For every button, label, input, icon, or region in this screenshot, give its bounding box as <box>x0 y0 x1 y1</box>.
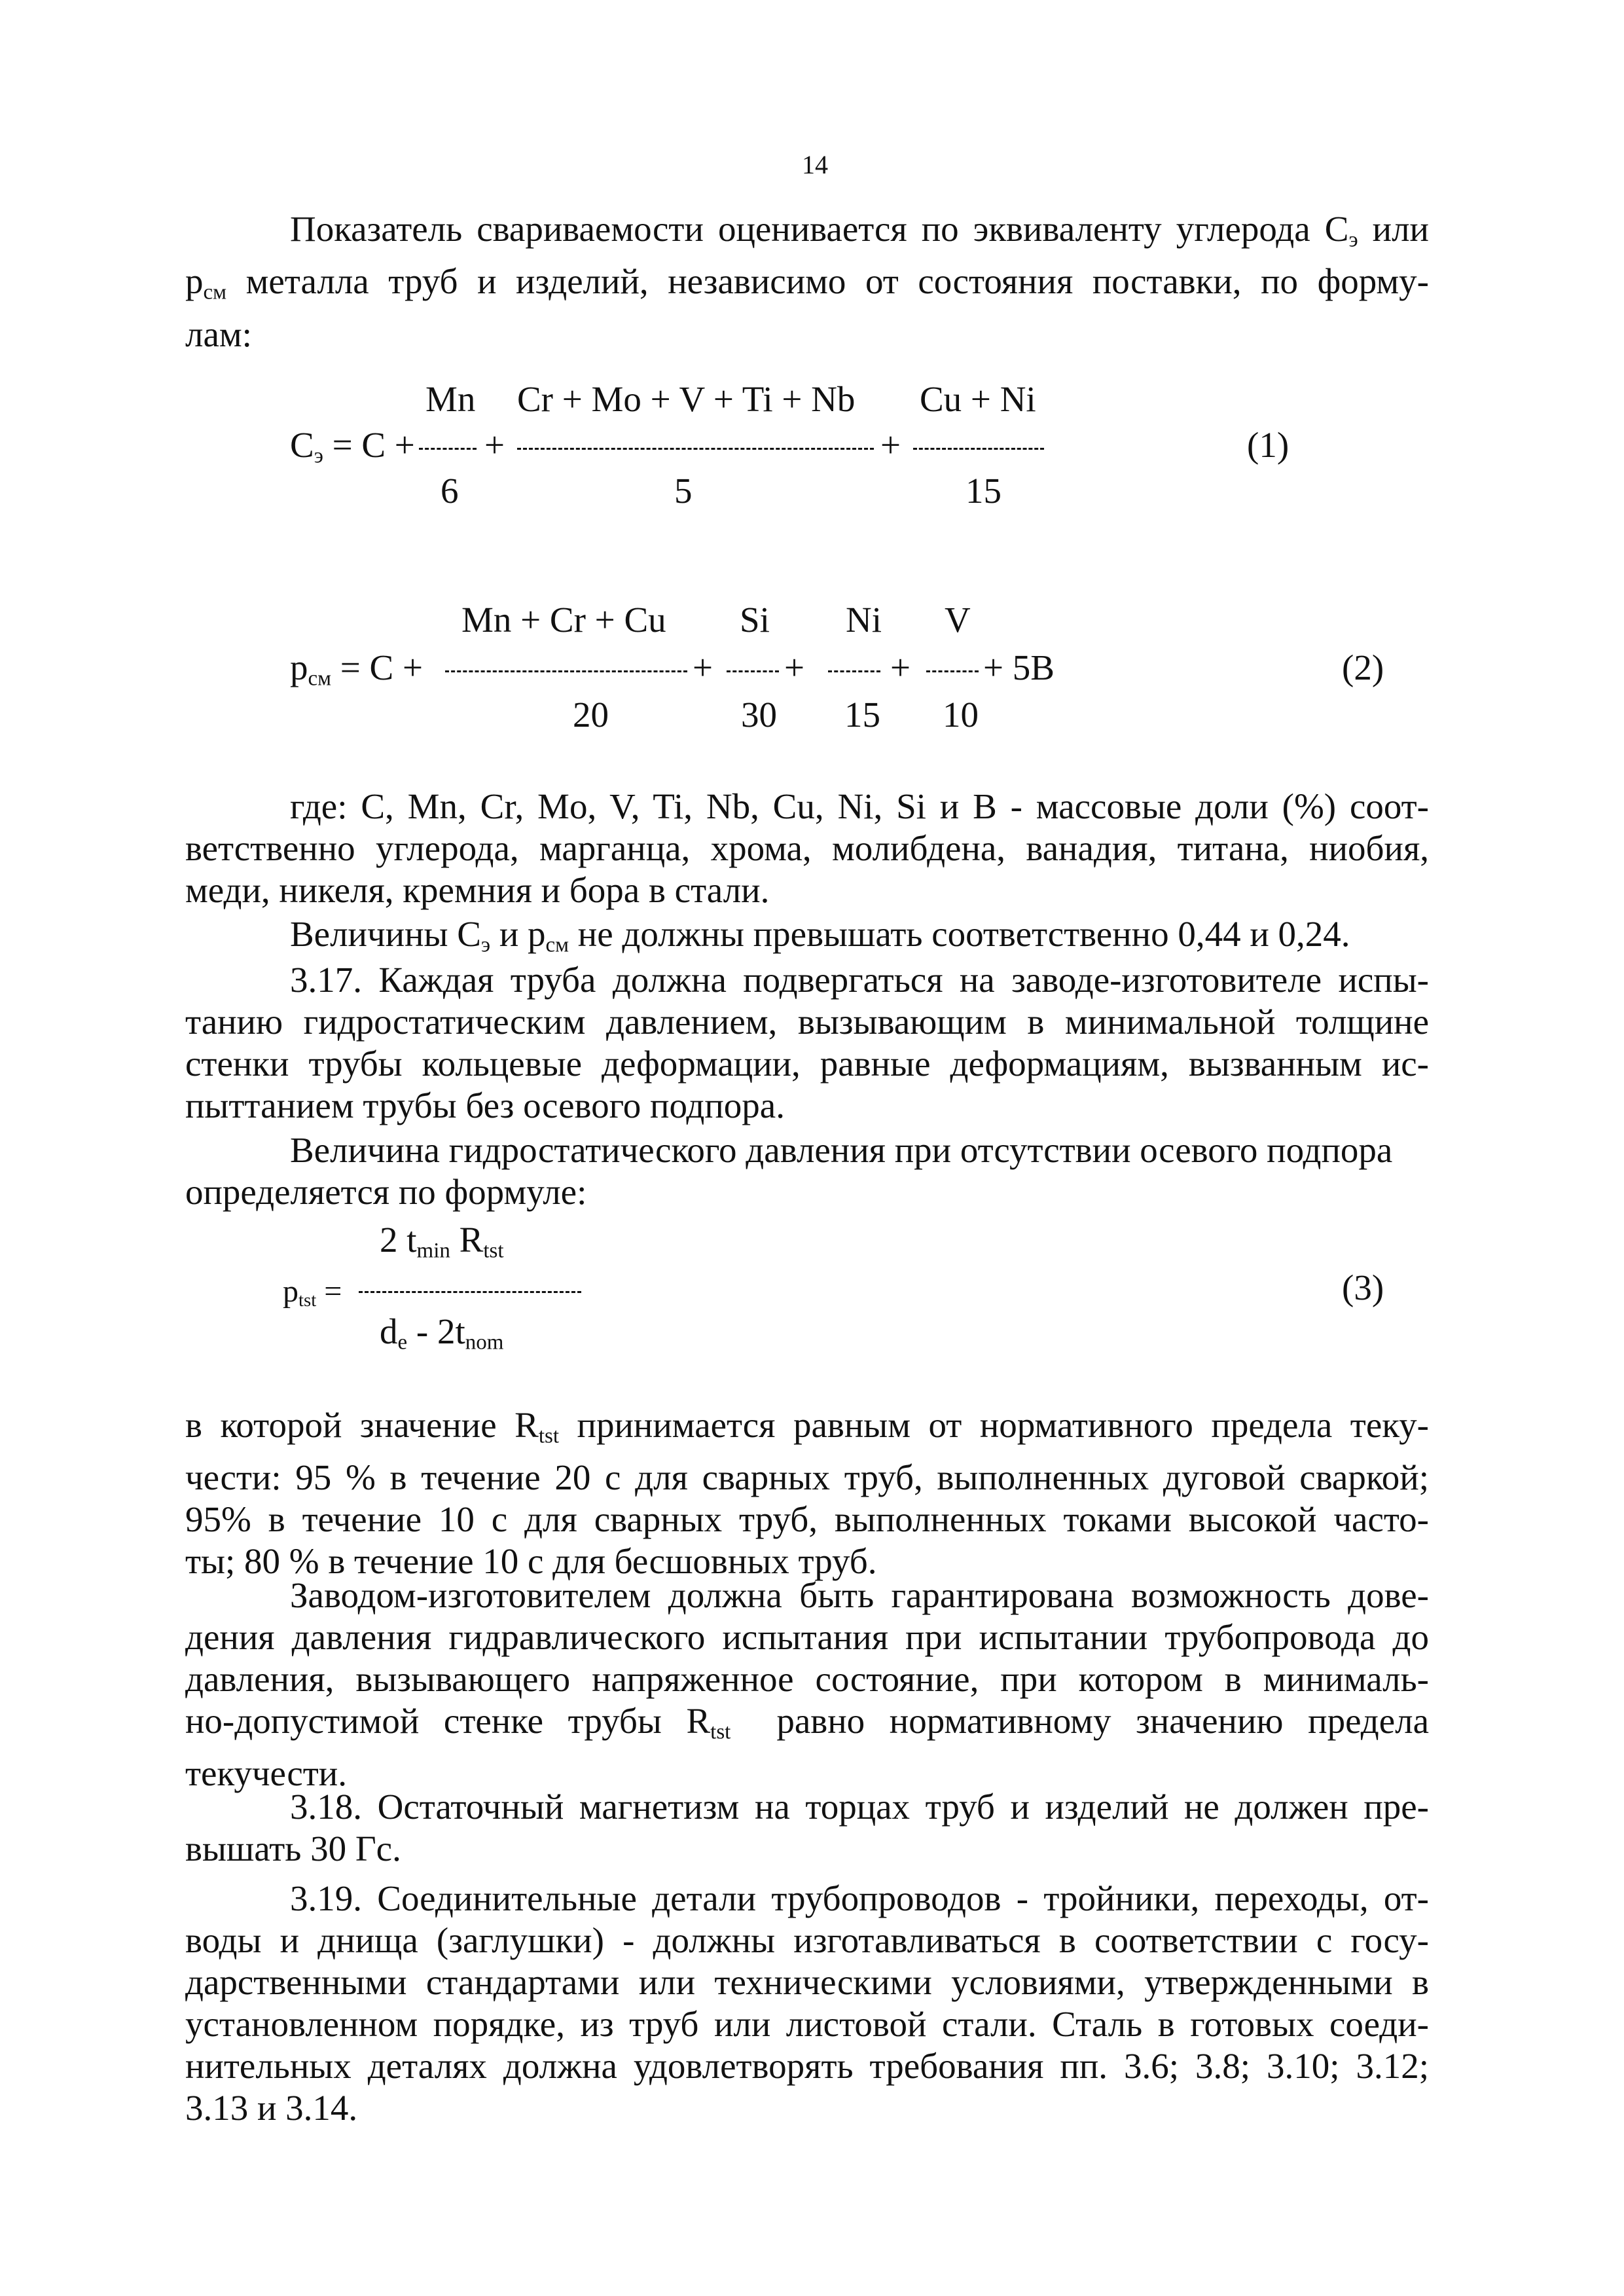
formula1-fraction-bar-3 <box>913 448 1044 450</box>
section-3-19 <box>185 1878 1429 2129</box>
formula1-number: (1) <box>1247 425 1290 465</box>
limits-paragraph <box>185 913 1429 966</box>
intro-line-2: $p_{см}$ металла труб и изделий, независимо от состояния поставки, по форму- <box>185 261 1429 304</box>
p318-line-2: вышать 30 Гс. <box>185 1829 401 1868</box>
plant-line-1: Заводом-изготовителем должна быть гарантирована возможность дове- <box>290 1575 1429 1615</box>
intro-line-3: лам: <box>185 314 252 354</box>
formula1-num-mn: Mn <box>425 379 476 419</box>
p319-line-6: 3.13 и 3.14. <box>185 2088 358 2128</box>
formula3-numerator: 2 $t_{min}$ $R_{tst}$ <box>380 1220 504 1263</box>
limits-line: Величины $C_э$ и $p_{см}$ не должны превышать соответственно 0,44 и 0,24. <box>290 914 1350 957</box>
rtst-paragraph <box>185 1404 1429 1582</box>
formula2-tail: + 5B <box>983 647 1055 687</box>
formula1-den-15: 15 <box>965 471 1001 511</box>
hydro-paragraph <box>185 1129 1429 1213</box>
formula2-num-si: Si <box>740 600 770 640</box>
p317-line-3: стенки трубы кольцевые деформации, равные деформациям, вызванным ис- <box>185 1044 1429 1084</box>
rtst-line-3: 95% в течение 10 с для сварных труб, выполненных токами высокой часто- <box>185 1499 1429 1540</box>
formula2-plus-1: + <box>693 647 713 687</box>
hydro-line-1: Величина гидростатического давления при отсутствии осевого подпора <box>290 1130 1393 1170</box>
formula2-fraction-bar-4 <box>926 670 979 672</box>
plant-line-2: дения давления гидравлического испытания при испытании трубопровода до <box>185 1617 1429 1657</box>
rtst-line-2: чести: 95 % в течение 20 с для сварных труб, выполненных дуговой сваркой; <box>185 1457 1429 1498</box>
p317-line-4: пыттанием трубы без осевого подпора. <box>185 1085 785 1125</box>
formula2-den-15: 15 <box>844 695 880 735</box>
formula1-lhs: $C_э = C$ + <box>290 425 415 468</box>
formula1-den-5: 5 <box>674 471 693 511</box>
formula2-num-v: V <box>945 600 971 640</box>
formula2-den-10: 10 <box>943 695 979 735</box>
page-number: 14 <box>802 150 828 179</box>
formula3-number: (3) <box>1342 1267 1384 1307</box>
formula2-plus-2: + <box>784 647 805 687</box>
plant-paragraph <box>185 1575 1429 1795</box>
formula2-den-20: 20 <box>573 695 609 735</box>
formula2-lhs: $p_{см} = C$ + <box>290 647 424 691</box>
p319-line-1: 3.19. Соединительные детали трубопроводов - тройники, переходы, от- <box>290 1878 1429 1918</box>
formula2-plus-3: + <box>890 647 911 687</box>
formula1-den-6: 6 <box>441 471 459 511</box>
formula1-num-mid: Cr + Mo + V + Ti + Nb <box>517 379 856 419</box>
formula1-num-cu: Cu + Ni <box>920 379 1036 419</box>
rtst-line-1: в которой значение $R_{tst}$ принимается равным от нормативного предела теку- <box>185 1405 1429 1448</box>
formula1-plus-2: + <box>880 425 901 465</box>
plant-line-3: давления, вызывающего напряженное состояние, при котором в минималь- <box>185 1659 1429 1699</box>
formula1-plus-1: + <box>484 425 505 465</box>
hydro-line-2: определяется по формуле: <box>185 1172 587 1212</box>
formula1-fraction-bar-1 <box>419 448 477 450</box>
formula2-fraction-bar-2 <box>727 670 779 672</box>
intro-paragraph <box>185 208 1429 355</box>
formula3-denominator: $d_e - 2t_{nom}$ <box>380 1311 504 1355</box>
where-paragraph <box>185 786 1429 911</box>
intro-line-1: Показатель свариваемости оценивается по эквиваленту углерода $C_э$ или <box>290 209 1429 252</box>
p319-line-3: дарственными стандартами или техническими условиями, утвержденными в <box>185 1962 1429 2002</box>
p319-line-2: воды и днища (заглушки) - должны изготавливаться в соответствии с госу- <box>185 1920 1429 1960</box>
p317-line-1: 3.17. Каждая труба должна подвергаться на заводе-изготовителе испы- <box>290 960 1429 1000</box>
rtst-line-4: ты; 80 % в течение 10 с для бесшовных труб. <box>185 1541 877 1582</box>
where-line-1: где: C, Mn, Cr, Mo, V, Ti, Nb, Cu, Ni, Si и B - массовые доли (%) соот- <box>290 786 1429 826</box>
plant-line-4: но-допустимой стенке трубы $R_{tst}$ равно нормативному значению предела <box>185 1701 1430 1744</box>
formula2-den-30: 30 <box>741 695 777 735</box>
formula2-fraction-bar-3 <box>828 670 880 672</box>
plant-line-5: текучести. <box>185 1753 347 1794</box>
formula3-lhs: $p_{tst}$ = <box>283 1274 342 1311</box>
where-line-2: ветственно углерода, марганца, хрома, молибдена, ванадия, титана, ниобия, <box>185 828 1429 868</box>
p317-line-2: танию гидростатическим давлением, вызывающим в минимальной толщине <box>185 1002 1429 1042</box>
formula2-number: (2) <box>1342 647 1384 687</box>
formula1-fraction-bar-2 <box>517 448 874 450</box>
p319-line-5: нительных деталях должна удовлетворять требования пп. 3.6; 3.8; 3.10; 3.12; <box>185 2046 1429 2086</box>
formula2-num-ni: Ni <box>846 600 882 640</box>
p318-line-1: 3.18. Остаточный магнетизм на торцах труб и изделий не должен пре- <box>290 1787 1429 1827</box>
formula2-fraction-bar-1 <box>445 670 687 672</box>
where-line-3: меди, никеля, кремния и бора в стали. <box>185 870 770 910</box>
p319-line-4: установленном порядке, из труб или листовой стали. Сталь в готовых соеди- <box>185 2004 1429 2044</box>
section-3-18 <box>185 1786 1429 1870</box>
formula2-num-main: Mn + Cr + Cu <box>461 600 666 640</box>
formula3-fraction-bar <box>359 1291 581 1293</box>
section-3-17 <box>185 959 1429 1127</box>
